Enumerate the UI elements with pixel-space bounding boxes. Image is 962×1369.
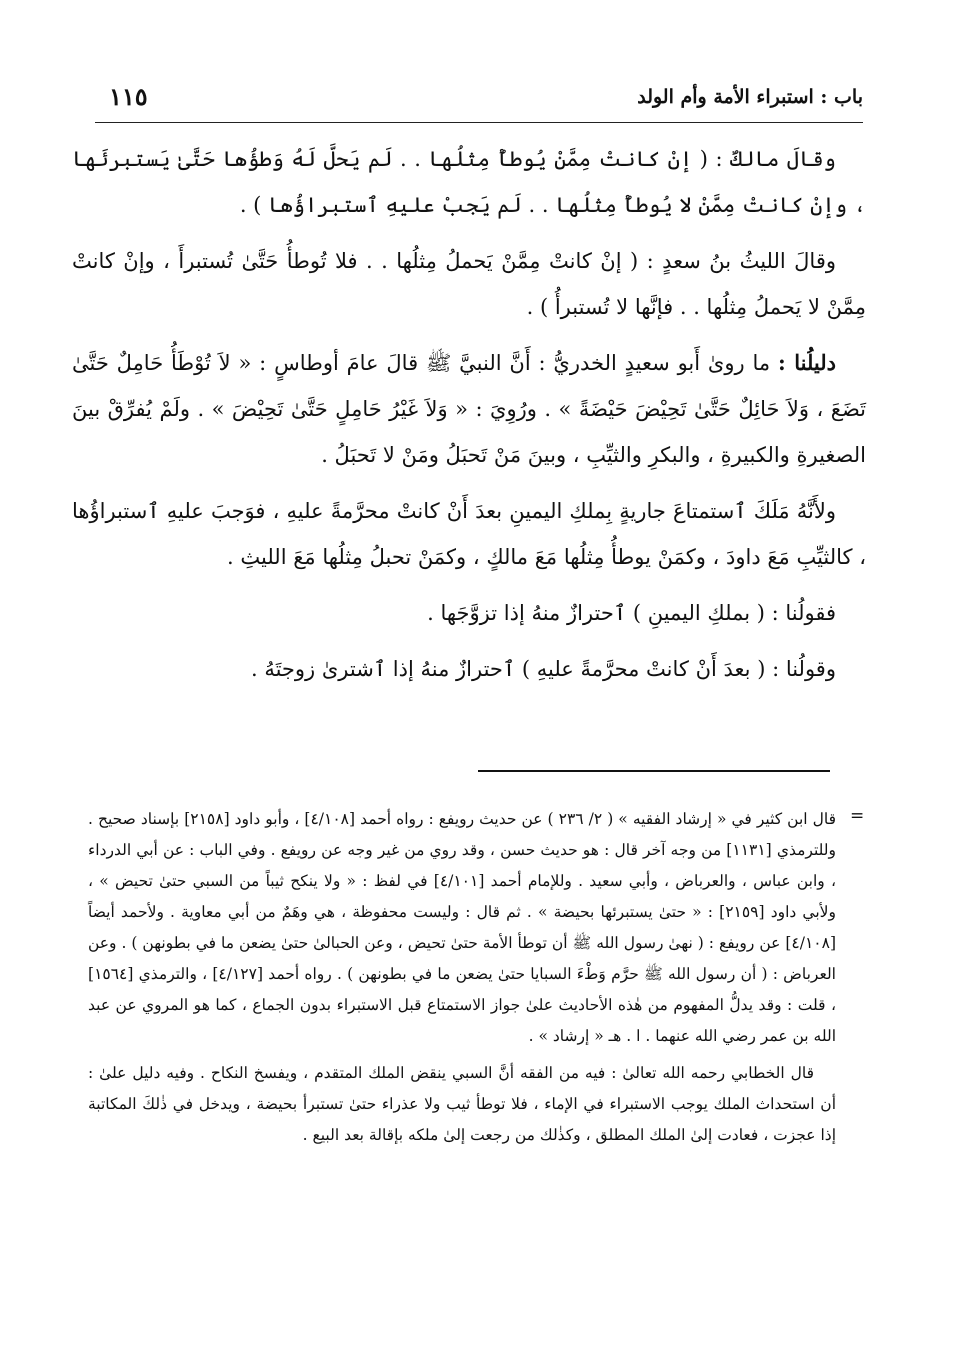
footnotes xyxy=(88,804,836,1157)
footnote-divider xyxy=(478,770,830,772)
footnote-continuation-mark: = xyxy=(850,806,865,826)
paragraph-layth: وقالَ الليثُ بنُ سعدٍ : ( إنْ كانتْ مِمَّنْ يَحملُ مِثلُها . . فلا تُوطأُ حَتَّىٰ تُستبرأَ ، وإنْ كانتْ مِمَّنْ لا يَحملُ مِثلُها . . فإنَّها لا تُستبرأُ ) . xyxy=(72,249,866,319)
running-head: باب : استبراء الأمة وأم الولد xyxy=(637,86,863,108)
paragraph-evidence xyxy=(72,340,866,478)
paragraph-malik: وقالَ مالكٌ : ( إنْ كانتْ مِمَّنْ يُوطأُ مِثلُها . . لَم يَحلَّ لَهُ وَطؤُها حَتَّىٰ يَستبرئَها ، وإنْ كانتْ مِمَّنْ لا يُوطأُ مِثلُها . . لَم يَجبْ عليهِ ٱستبراؤُها ) . xyxy=(72,147,866,217)
paragraph-reasoning: ولأَنَّهُ مَلَكَ ٱستمتاعَ جاريةٍ بِملكِ اليمينِ بعدَ أَنْ كانتْ محرَّمةً عليهِ ، فوَجبَ عليهِ ٱستبراؤُها ، كالثيِّبِ مَعَ داودَ ، وكمَنْ يوطأُ مِثلُها مَعَ مالكٍ ، وكمَنْ تحبلُ مِثلُها مَعَ الليثِ . xyxy=(72,499,866,569)
footnote-ibn-kathir: قال ابن كثير في « إرشاد الفقيه » ( ٢/ ٢٣٦ ) عن حديث رويفع : رواه أحمد [٤/١٠٨] ، وأبو داود [٢١٥٨] بإسناد صحيح . وللترمذي [١١٣١] من وجه آخر قال : هو حديث حسن ، وقد روي من غير وجه عن رويفع . وفي الباب : عن أبي الدرداء ، وابن عباس ، والعرباض ، وأبي سعيد . وللإمام أحمد [٤/١٠١] في لفظ : « ولا ينكح ثيباً من السبي حتىٰ تحيض » ، ولأبي داود [٢١٥٩] : « حتىٰ يستبرئها بحيضة » . ثم قال : وليست محفوظة ، هي وهَمٌ من أبي معاوية . ولأحمد أيضاً [٤/١٠٨] عن رويفع : ( نهىٰ رسول الله ﷺ أن توطأ الأمة حتىٰ تحيض ، وعن الحبالىٰ حتىٰ يضعن ما في بطونهن ) . وعن العرباض : ( أن رسول الله ﷺ حرَّم وَطْءَ السبايا حتىٰ يضعن ما في بطونهن ) . رواه أحمد [٤/١٢٧] ، والترمذي [١٥٦٤] ، قلت : وقد يدلُّ المفهوم من هٰذه الأحاديث علىٰ جواز الاستمتاع قبل الاستبراء بدون الجماع ، كما هو المروي عن عبد الله بن عمر رضي الله عنهما . ا . هـ « إرشاد » . xyxy=(88,810,837,1045)
paragraph-qualifier-1: فقولُنا : ( بملكِ اليمينِ ) ٱحترازٌ منهُ إذا تزوَّجَها . xyxy=(427,601,836,625)
page-header xyxy=(95,80,863,123)
footnote-khattabi: قال الخطابي رحمه الله تعالىٰ : فيه من الفقه أنَّ السبي ينقض الملك المتقدم ، ويفسخ النكاح . وفيه دليل علىٰ : أن استحداث الملك يوجب الاستبراء في الإماء ، فلا توطأ ثيب ولا عذراء حتىٰ تستبرأ بحيضة ، ويدخل في ذٰلكَ المكاتبة إذا عجزت ، فعادت إلىٰ الملك المطلق ، وكذٰلك من رجعت إلىٰ ملكه بإقالة بعد البيع . xyxy=(88,1064,836,1144)
page-number: ١١٥ xyxy=(109,82,148,111)
evidence-label: دليلُنا : xyxy=(777,350,836,375)
main-text xyxy=(72,136,866,702)
paragraph-qualifier-2: وقولُنا : ( بعدَ أَنْ كانتْ محرَّمةً عليهِ ) ٱحترازٌ منهُ إذا ٱشترىٰ زوجتَهُ . xyxy=(250,657,836,681)
evidence-text: ما روىٰ أَبو سعيدٍ الخدريُّ : أَنَّ النبيَّ ﷺ قالَ عامَ أوطاسٍ : « لاَ تُوْطَأُ حَامِلٌ حَتَّىٰ تَضَعَ ، وَلاَ حَائِلٌ حَتَّىٰ تَحِيْضَ حَيْضَةً » . ورُوِيَ : « وَلاَ غَيْرُ حَامِلٍ حَتَّىٰ تَحِيْضَ » . ولَمْ يُفرِّقْ بينَ الصغيرةِ والكبيرةِ ، والبكرِ والثيِّبِ ، وبينَ مَنْ تَحبَلُ ومَنْ لا تَحبَلُ . xyxy=(72,351,866,467)
